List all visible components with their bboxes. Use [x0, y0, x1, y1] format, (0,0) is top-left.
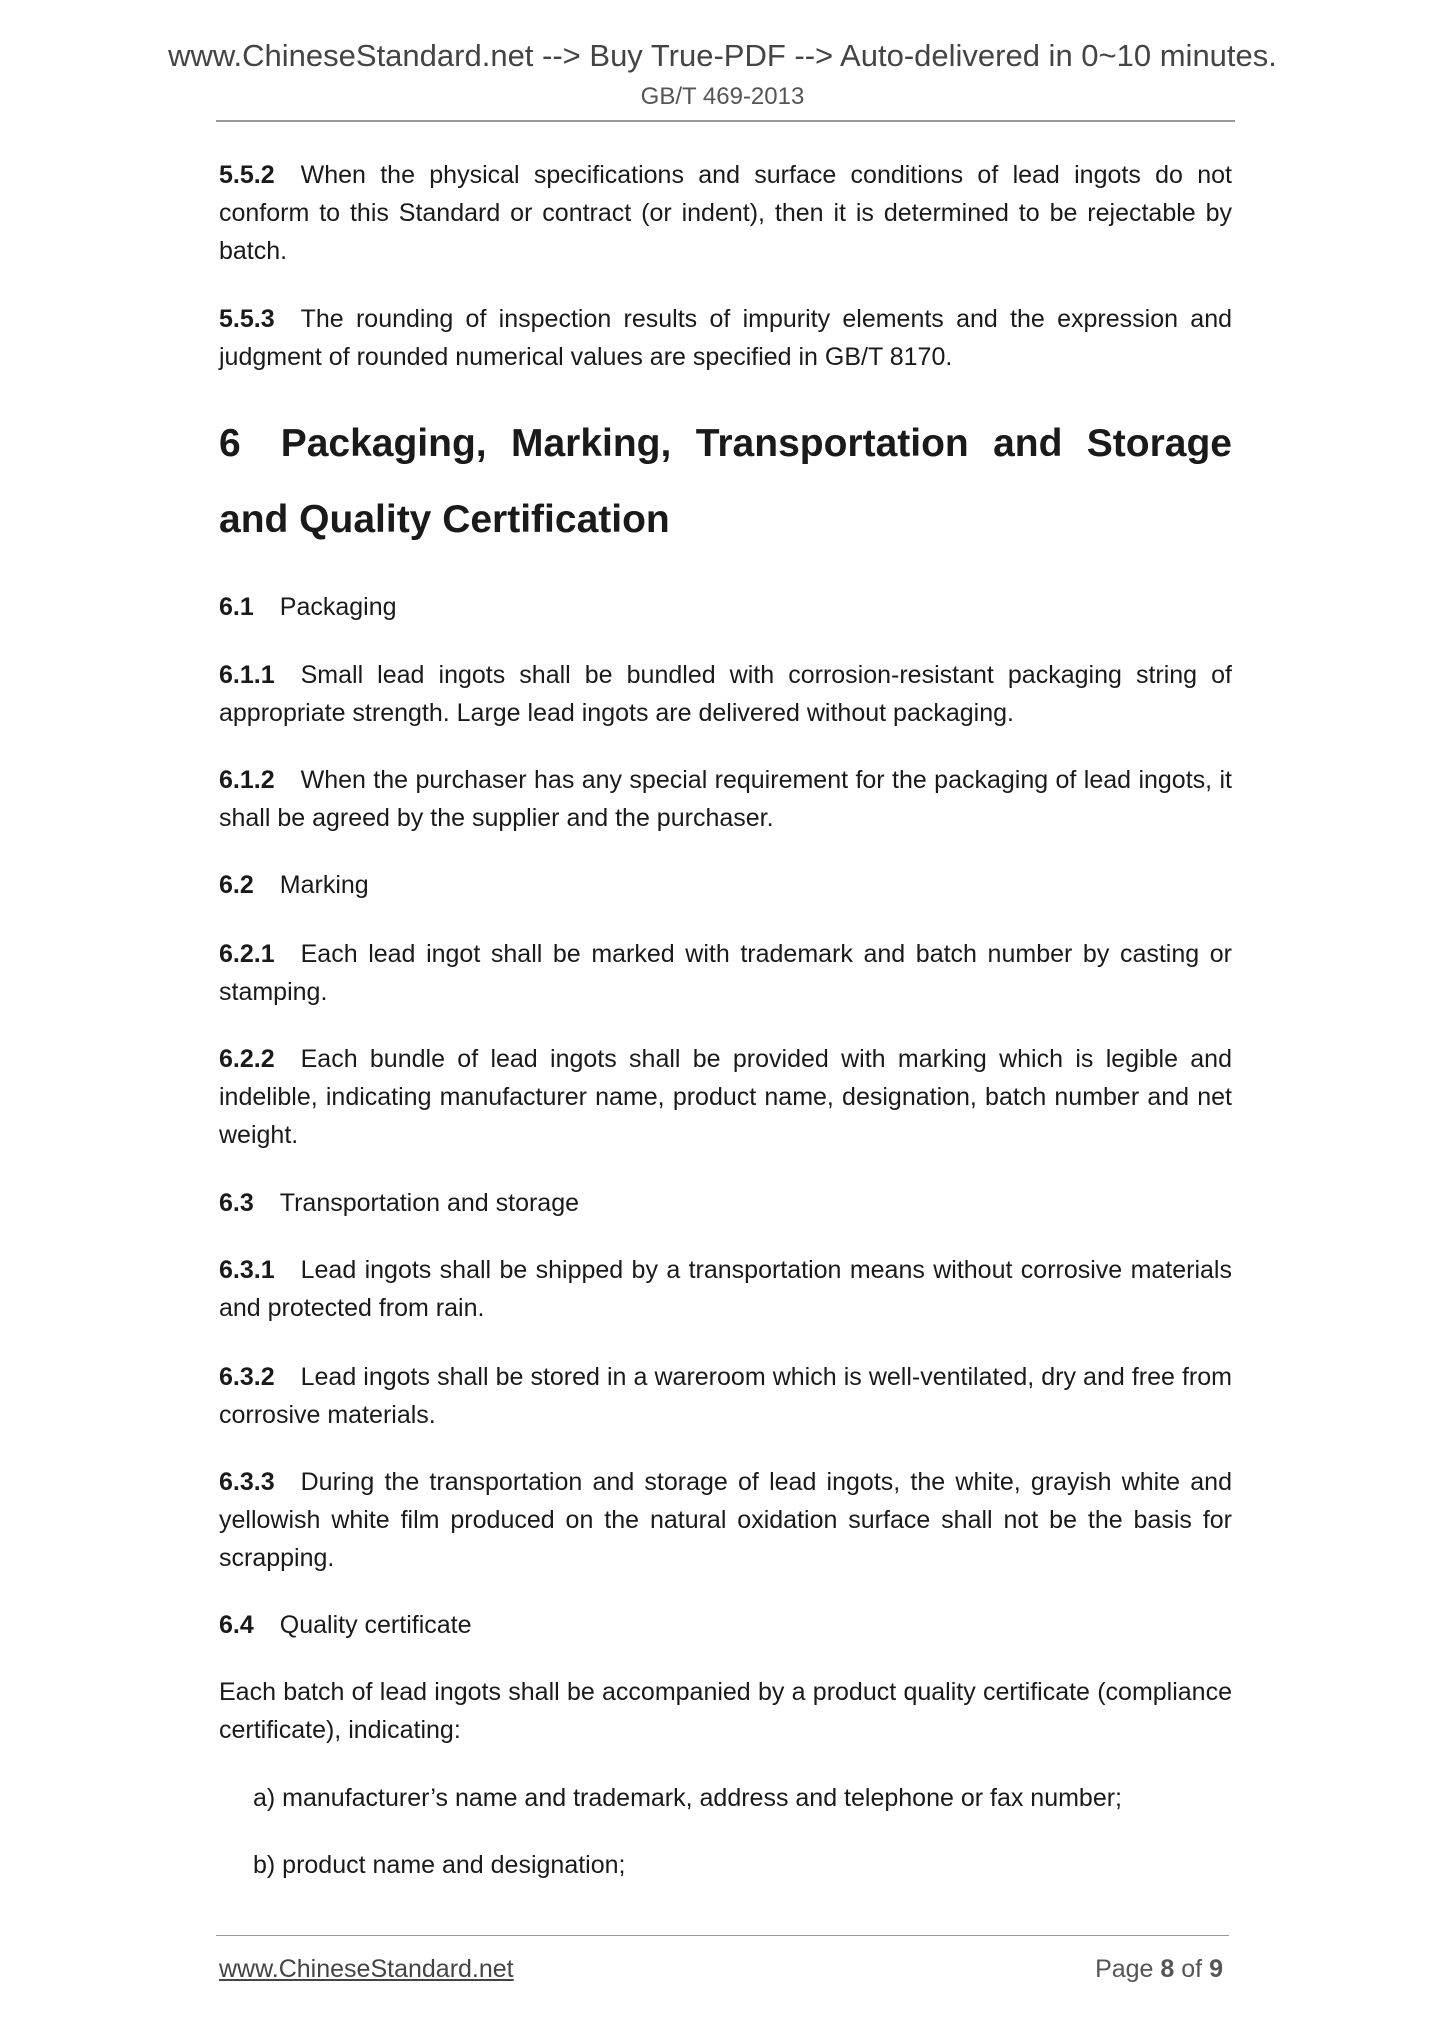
clause-6-2-2 [219, 1040, 1232, 1154]
clause-number: 6.3.3 [219, 1468, 275, 1496]
section-number: 6 [219, 422, 241, 465]
total-pages: 9 [1209, 1955, 1223, 1983]
clause-number: 6.2.1 [219, 940, 275, 968]
current-page: 8 [1160, 1955, 1175, 1983]
clause-text: Lead ingots shall be stored in a wareroom which is well-ventilated, dry and free from corrosive materials. [219, 1363, 1232, 1429]
clause-6-3-2 [219, 1358, 1232, 1434]
clause-number: 6.3 [219, 1189, 254, 1217]
list-item: b) product name and designation; [253, 1851, 626, 1879]
clause-6-1 [219, 588, 1232, 626]
clause-number: 6.3.1 [219, 1256, 275, 1284]
clause-5-5-3 [219, 300, 1232, 376]
clause-text: Each bundle of lead ingots shall be provided with marking which is legible and indelible, indicating manufacturer name, product name, designation, batch number and net weight. [219, 1045, 1232, 1149]
clause-number: 6.3.2 [219, 1363, 275, 1391]
clause-number: 6.4 [219, 1611, 254, 1639]
clause-text: During the transportation and storage of lead ingots, the white, grayish white and yellowish white film produced on the natural oxidation surface shall not be the basis for scrapping. [219, 1468, 1232, 1572]
document-id: GB/T 469-2013 [640, 83, 805, 110]
clause-6-2-1 [219, 935, 1232, 1011]
clause-6-1-2 [219, 761, 1232, 837]
clause-number: 5.5.2 [219, 161, 275, 189]
clause-text: Each lead ingot shall be marked with trademark and batch number by casting or stamping. [219, 940, 1232, 1006]
clause-6-3-3 [219, 1463, 1232, 1577]
clause-text: Marking [279, 871, 369, 899]
clause-text: Packaging [279, 593, 397, 621]
list-item: a) manufacturer’s name and trademark, address and telephone or fax number; [253, 1784, 1123, 1812]
section-heading [219, 406, 1232, 558]
clause-6-3 [219, 1184, 1232, 1222]
clause-text: Transportation and storage [279, 1189, 580, 1217]
clause-5-5-2 [219, 156, 1232, 270]
footer-site-link[interactable]: www.ChineseStandard.net [219, 1955, 514, 1983]
of-label: of [1181, 1955, 1203, 1983]
clause-text: The rounding of inspection results of impurity elements and the expression and judgment of rounded numerical values are specified in GB/T 8170. [219, 305, 1232, 371]
clause-6-3-1 [219, 1251, 1232, 1327]
intro-paragraph: Each batch of lead ingots shall be accompanied by a product quality certificate (compliance certificate), indicating: [219, 1678, 1232, 1744]
clause-text: Quality certificate [279, 1611, 472, 1639]
clause-number: 6.1.2 [219, 766, 275, 794]
clause-text: Small lead ingots shall be bundled with corrosion-resistant packaging string of appropriate strength. Large lead ingots are delivered without packaging. [219, 661, 1232, 727]
footer-rule [216, 1935, 1229, 1936]
clause-number: 6.2.2 [219, 1045, 275, 1073]
clause-6-2 [219, 866, 1232, 904]
clause-text: When the purchaser has any special requirement for the packaging of lead ingots, it shall be agreed by the supplier and the purchaser. [219, 766, 1232, 832]
section-title-line1: Packaging, Marking, Transportation and Storage [280, 422, 1232, 465]
header-banner: www.ChineseStandard.net --> Buy True-PDF --> Auto-delivered in 0~10 minutes. [168, 38, 1277, 73]
clause-number: 6.1.1 [219, 661, 275, 689]
clause-6-4 [219, 1606, 1232, 1644]
page-indicator [1095, 1955, 1223, 1984]
clause-text: When the physical specifications and surface conditions of lead ingots do not conform to this Standard or contract (or indent), then it is determined to be rejectable by batch. [219, 161, 1232, 265]
clause-number: 6.1 [219, 593, 254, 621]
clause-6-1-1 [219, 656, 1232, 732]
page-label: Page [1095, 1955, 1154, 1983]
header-rule [216, 120, 1235, 122]
clause-text: Lead ingots shall be shipped by a transportation means without corrosive materials and protected from rain. [219, 1256, 1232, 1322]
clause-number: 5.5.3 [219, 305, 275, 333]
section-title-line2: and Quality Certification [219, 498, 670, 541]
clause-number: 6.2 [219, 871, 254, 899]
